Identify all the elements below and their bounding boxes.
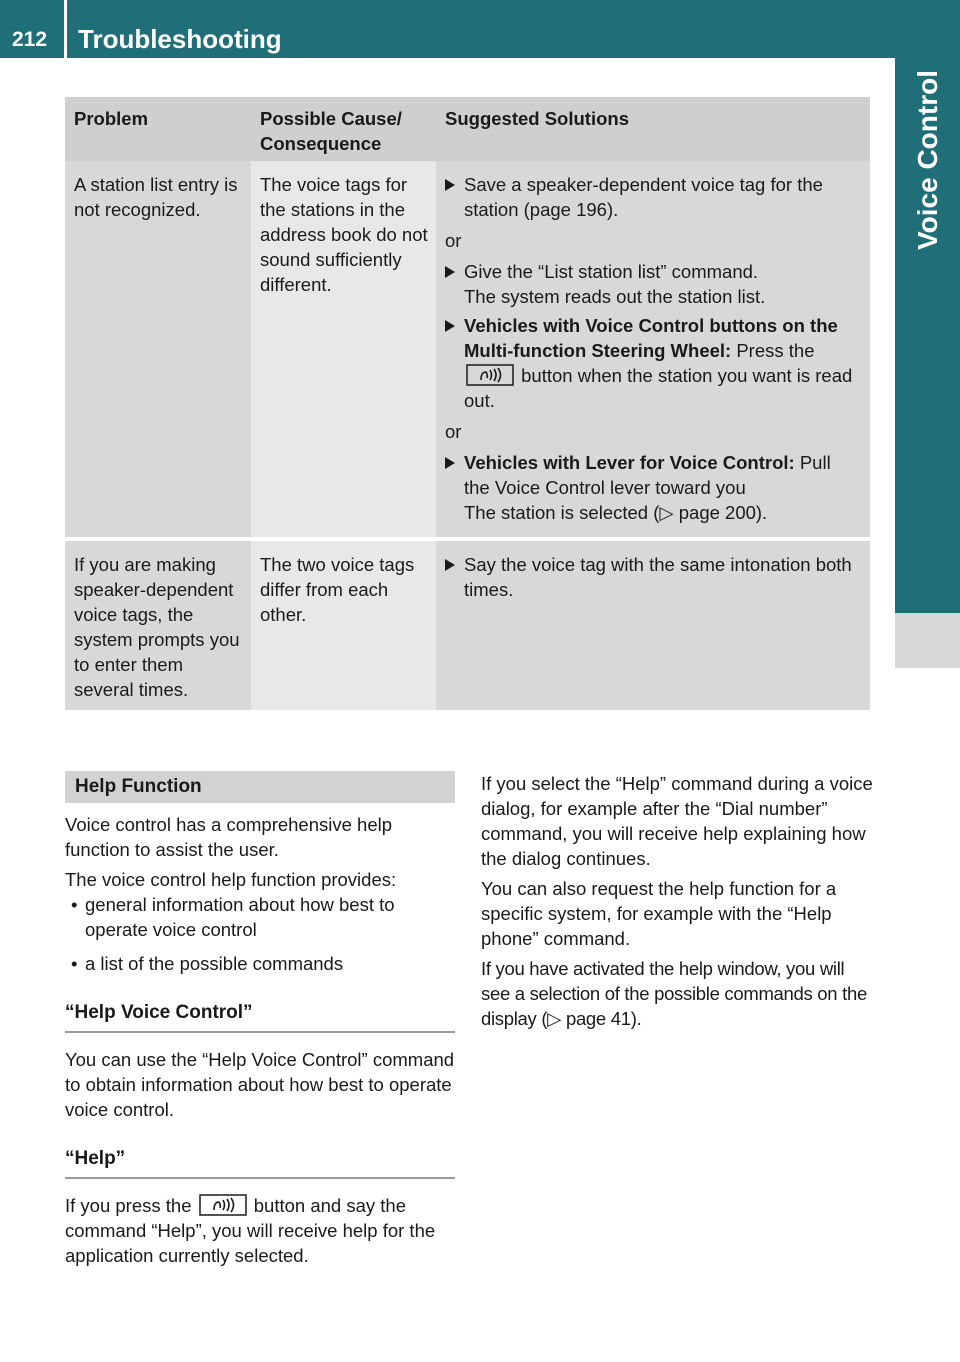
help-paragraph: You can also request the help function for a specific system, for example with the “Help phone” command. <box>481 878 837 949</box>
text-part: button and say the command “Help”, you will receive help for the application currently selected. <box>65 1195 436 1266</box>
step-text: Pull the Voice Control lever toward you <box>464 452 831 498</box>
step-note: The system reads out the station list. <box>464 286 766 307</box>
side-tab-spacer <box>895 613 960 668</box>
subsection-title-help: “Help” <box>65 1146 455 1179</box>
problem-text: A station list entry is not recognized. <box>74 174 238 220</box>
subsection-text <box>65 1193 455 1268</box>
solution-step <box>445 450 861 525</box>
arrow-icon <box>445 266 455 278</box>
cause-text: The voice tags for the stations in the address book do not sound sufficiently different. <box>260 174 428 295</box>
step-note: The station is selected (▷ page 200). <box>464 502 768 523</box>
bullet-icon: • <box>71 894 78 915</box>
table-row <box>65 161 870 539</box>
step-condition: Vehicles with Lever for Voice Control: <box>464 452 795 473</box>
subsection-title-help-voice-control: “Help Voice Control” <box>65 1000 455 1033</box>
step-text: Save a speaker-dependent voice tag for the station (page 196). <box>464 174 823 220</box>
step-condition: Vehicles with Voice Control buttons on the Multi-function Steering Wheel: <box>464 315 838 361</box>
voice-control-button-icon <box>466 364 514 386</box>
problem-cell <box>65 539 251 710</box>
solution-step <box>445 552 861 602</box>
arrow-icon <box>445 179 455 191</box>
help-paragraph: If you select the “Help” command during a voice dialog, for example after the “Dial number” command, you will receive help explaining how the dialog continues. <box>481 773 873 869</box>
cause-cell <box>251 161 436 539</box>
troubleshooting-table <box>65 97 870 710</box>
help-provides: The voice control help function provides: <box>65 869 397 890</box>
solution-step <box>445 259 861 309</box>
help-heading: Help Function <box>65 771 455 803</box>
bullet-text: a list of the possible commands <box>85 953 344 974</box>
bullet-text: general information about how best to operate voice control <box>85 894 395 940</box>
help-paragraph: If you have activated the help window, you will see a selection of the possible commands on the display (▷ page 41). <box>481 958 867 1029</box>
solutions-cell <box>436 539 870 710</box>
step-text: Give the “List station list” command. <box>464 261 759 282</box>
page-number: 212 <box>12 28 48 51</box>
header-divider <box>64 0 67 58</box>
header-cause: Possible Cause/ Consequence <box>251 97 436 161</box>
table-row <box>65 539 870 710</box>
help-intro: Voice control has a comprehensive help function to assist the user. <box>65 814 393 860</box>
bullet-icon: • <box>71 953 78 974</box>
problem-text: If you are making speaker-dependent voice tags, the system prompts you to enter them several times. <box>74 554 240 700</box>
help-right-column <box>481 771 873 1036</box>
header-solutions: Suggested Solutions <box>436 97 870 161</box>
solution-step <box>445 313 861 413</box>
step-text: Say the voice tag with the same intonation both times. <box>464 554 852 600</box>
or-separator: or <box>445 230 462 251</box>
section-title: Troubleshooting <box>78 24 282 54</box>
header-problem: Problem <box>65 97 251 161</box>
subsection-text: You can use the “Help Voice Control” command to obtain information about how best to operate voice control. <box>65 1049 455 1120</box>
text-part: If you press the <box>65 1195 192 1216</box>
cause-text: The two voice tags differ from each other. <box>260 554 415 625</box>
list-item <box>65 892 455 942</box>
help-left-column <box>65 771 455 1273</box>
cause-cell <box>251 539 436 710</box>
voice-control-button-icon <box>199 1194 247 1216</box>
or-separator: or <box>445 421 462 442</box>
arrow-icon <box>445 457 455 469</box>
step-text: button when the station you want is read out. <box>464 365 853 411</box>
arrow-icon <box>445 559 455 571</box>
arrow-icon <box>445 320 455 332</box>
problem-cell <box>65 161 251 539</box>
step-text: Press the <box>736 340 815 361</box>
solutions-cell <box>436 161 870 539</box>
list-item <box>65 951 455 976</box>
chapter-label: Voice Control <box>912 70 943 250</box>
table-header-row <box>65 97 870 161</box>
solution-step <box>445 172 861 222</box>
